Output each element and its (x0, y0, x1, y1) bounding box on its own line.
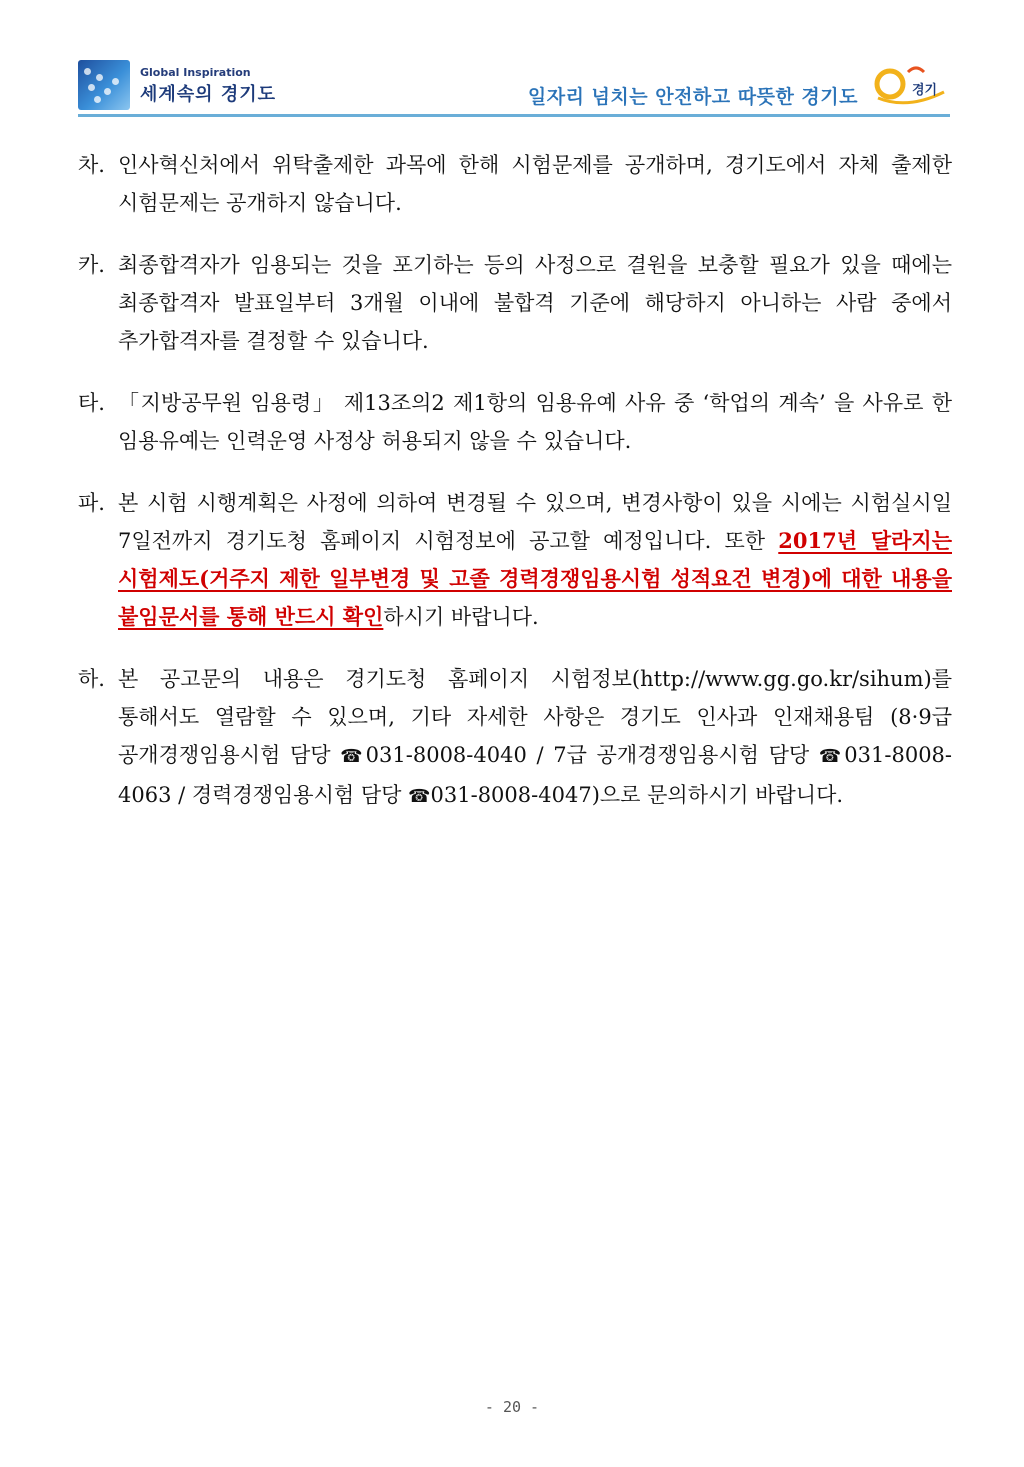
item-marker: 차. (78, 153, 105, 177)
notice-item-cha (78, 146, 952, 222)
item-text: )으로 문의하시기 바랍니다. (591, 783, 844, 807)
notice-item-ha (78, 660, 952, 816)
item-text: / 7급 공개경쟁임용시험 담당 (526, 743, 819, 767)
item-text: 「지방공무원 임용령」 제13조의2 제1항의 임용유예 사유 중 ‘학업의 계속’ 을 사유로 한 임용유예는 인력운영 사정상 허용되지 않을 수 있습니다. (118, 391, 952, 453)
item-marker: 하. (78, 667, 105, 691)
page-number: - 20 - (484, 1398, 540, 1416)
phone-icon: ☎ (408, 786, 431, 807)
item-text: 본 공고문의 내용은 경기도청 홈페이지 시험정보(http://www.gg.go.kr/sihum)를 통해서도 열람할 수 있으며, 기타 자세한 사항은 경기도 인사과 인재채용팀 (8·9급 공개경쟁임용시험 담당 (118, 667, 952, 767)
phone-icon: ☎ (340, 746, 366, 767)
item-marker: 카. (78, 253, 105, 277)
highlighted-notice: 2017년 달라지는 시험제도(거주지 제한 일부변경 및 고졸 경력경쟁임용시험 성적요건 변경)에 대한 내용을 붙임문서를 통해 반드시 확인 (118, 528, 952, 629)
item-text: / 경력경쟁임용시험 담당 (171, 783, 409, 807)
phone-number: 031-8008-4040 (365, 743, 527, 767)
notice-body (78, 146, 952, 840)
brand-title: 세계속의 경기도 (140, 84, 276, 105)
item-text: 인사혁신처에서 위탁출제한 과목에 한해 시험문제를 공개하며, 경기도에서 자체 출제한 시험문제는 공개하지 않습니다. (118, 153, 952, 215)
item-marker: 파. (78, 491, 105, 515)
notice-item-ka (78, 246, 952, 360)
item-text: 본 시험 시행계획은 사정에 의하여 변경될 수 있으며, 변경사항이 있을 시에는 시험실시일 7일전까지 경기도청 홈페이지 시험정보에 공고할 예정입니다. 또한 (118, 491, 952, 553)
header-divider (78, 114, 950, 117)
notice-item-pa (78, 484, 952, 636)
header-slogan: 일자리 넘치는 안전하고 따뜻한 경기도 (527, 86, 858, 108)
item-text: 최종합격자가 임용되는 것을 포기하는 등의 사정으로 결원을 보충할 필요가 있을 때에는 최종합격자 발표일부터 3개월 이내에 불합격 기준에 해당하지 아니하는 사람 중에서 추가합격자를 결정할 수 있습니다. (118, 253, 952, 353)
phone-number: 031-8008-4047 (430, 783, 592, 807)
brand-tagline: Global Inspiration (140, 66, 251, 79)
gyeonggi-logo-icon (78, 60, 130, 110)
item-text-end: 하시기 바랍니다. (383, 605, 539, 629)
item-marker: 타. (78, 391, 105, 415)
gyeonggi-emblem-icon (868, 60, 950, 110)
phone-icon: ☎ (818, 746, 845, 767)
phone-number: 031-8008-4063 (118, 743, 953, 807)
notice-item-ta (78, 384, 952, 460)
page-header (78, 52, 950, 122)
emblem-text: 경기 (912, 83, 938, 98)
